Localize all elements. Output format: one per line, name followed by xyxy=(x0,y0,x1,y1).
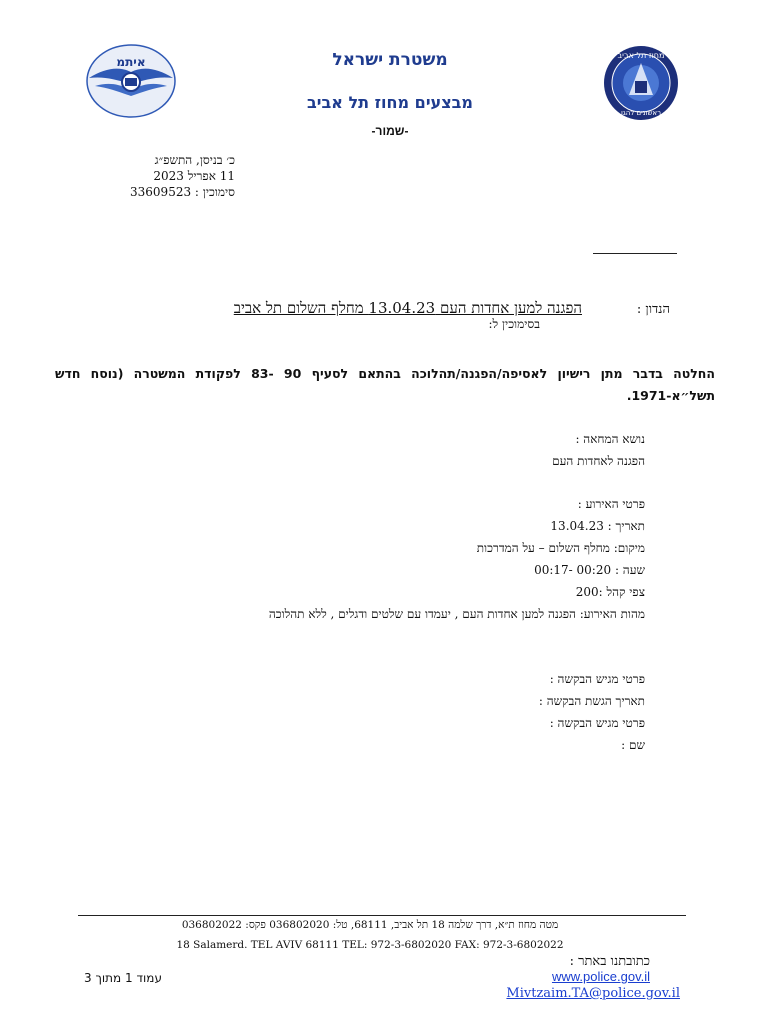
website-link[interactable]: www.police.gov.il xyxy=(551,969,650,984)
hebrew-date: כ׳ בניסן, התשפ״ג xyxy=(154,153,235,167)
applicant-details: פרטי מגיש הבקשה : xyxy=(549,716,645,730)
event-details-header: פרטי האירוע : xyxy=(577,497,645,511)
email-link[interactable]: Mivtzaim.TA@police.gov.il xyxy=(506,986,680,1001)
protest-topic-value: הפגנה לאחדות העם xyxy=(552,454,645,468)
logo-right-sub: ראשונים להגן xyxy=(620,109,662,117)
unit-title: מבצעים מחוז תל אביב xyxy=(307,93,473,112)
subject-label: הנדון : xyxy=(636,302,670,317)
subject-text: הפגנה למען אחדות העם 13.04.23 מחלף השלום תל אביב xyxy=(233,299,582,317)
footer-divider xyxy=(78,915,686,916)
event-nature: מהות האירוע: הפגנה למען אחדות העם , יעמדו עם שלטים ודגלים , ללא תהלוכה xyxy=(268,607,645,621)
date-block xyxy=(130,152,235,200)
signature-line xyxy=(593,253,677,254)
event-date: תאריך : 13.04.23 xyxy=(550,519,645,533)
page-number: עמוד 1 מתוך 3 xyxy=(84,971,162,985)
footer-address-hebrew: מטה מחוז ת״א, דרך שלמה 18 תל אביב, 68111, טל: 036802020 פקס: 036802022 xyxy=(181,919,559,931)
classification-label: -שמור- xyxy=(371,124,409,138)
applicant-section xyxy=(539,668,645,756)
decision-paragraph: החלטה בדבר מתן רישיון לאסיפה/הפגנה/תהלוכה בהתאם לסעיף 90 -83 לפקודת המשטרה (נוסח חדש תשל״א-1971. xyxy=(55,366,715,403)
gregorian-date: 11 אפריל 2023 xyxy=(153,169,235,183)
applicant-submit-date: תאריך הגשת הבקשה : xyxy=(538,694,645,708)
org-title: משטרת ישראל xyxy=(332,50,448,70)
event-time: שעה : 00:20 -00:17 xyxy=(534,563,645,577)
event-location: מיקום: מחלף השלום – על המדרכות xyxy=(476,541,645,555)
reference-label: בסימוכין ל: xyxy=(488,317,540,331)
logo-left-text: איתמ xyxy=(116,55,146,69)
event-crowd: צפי קהל :200 xyxy=(575,585,645,599)
applicant-name: שם : xyxy=(621,738,645,752)
event-details-section xyxy=(269,493,645,625)
website-label: כתובתנו באתר : xyxy=(569,954,650,969)
protest-topic-label: נושא המחאה : xyxy=(575,432,645,446)
protest-topic-section xyxy=(552,428,645,472)
applicant-header: פרטי מגיש הבקשה : xyxy=(549,672,645,686)
reference-number: סימוכין : 33609523 xyxy=(130,185,235,199)
logo-right-text: מחוז תל אביב xyxy=(617,51,665,60)
tel-aviv-district-badge xyxy=(601,45,681,121)
air-force-logo xyxy=(85,42,177,120)
footer-address-english: 18 Salamerd. TEL AVIV 68111 TEL: 972-3-6802020 FAX: 972-3-6802022 xyxy=(176,939,564,951)
